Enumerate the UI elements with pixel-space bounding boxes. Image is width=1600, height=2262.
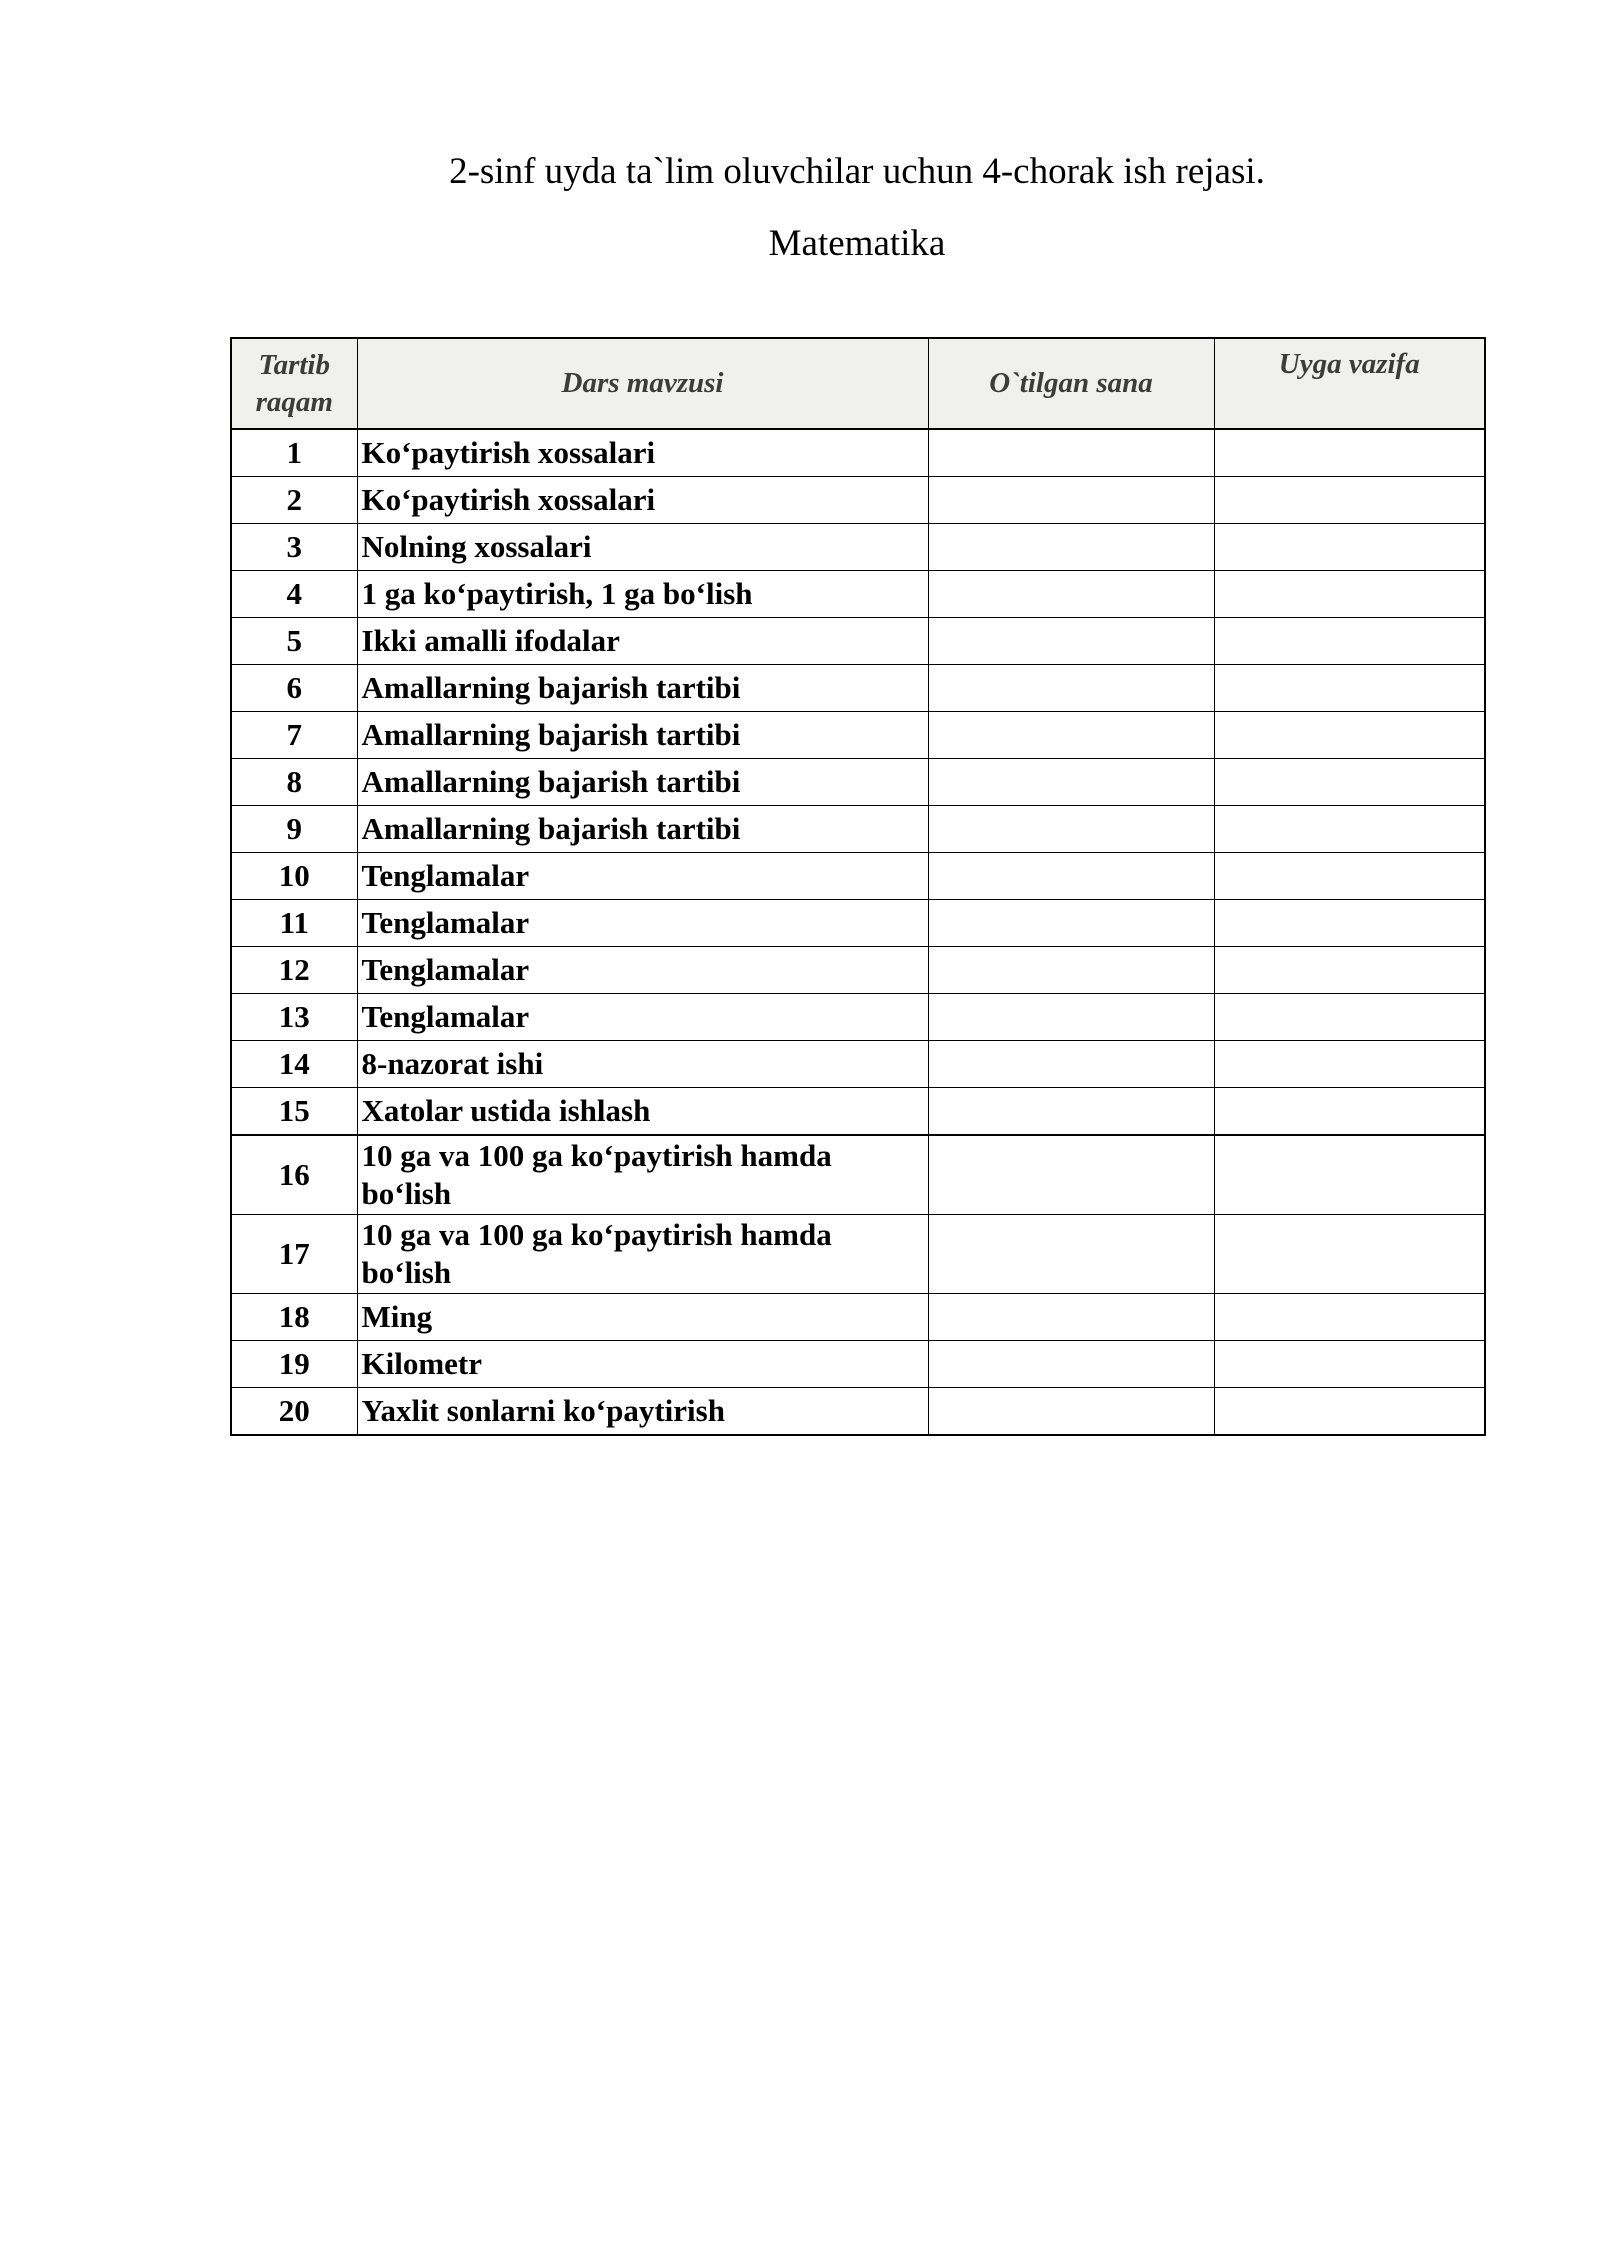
lesson-topic-cell: 8-nazorat ishi	[357, 1041, 928, 1088]
uyga-vazifa-cell	[1214, 1341, 1485, 1388]
lesson-topic-cell: Ko‘paytirish xossalari	[357, 477, 928, 524]
otilgan-sana-cell	[928, 1135, 1214, 1215]
otilgan-sana-cell	[928, 1215, 1214, 1294]
row-number-cell: 1	[231, 429, 357, 477]
uyga-vazifa-cell	[1214, 571, 1485, 618]
otilgan-sana-cell	[928, 994, 1214, 1041]
row-number-cell: 6	[231, 665, 357, 712]
lesson-topic-cell: Amallarning bajarish tartibi	[357, 759, 928, 806]
column-header-uyga-vazifa: Uyga vazifa	[1214, 338, 1485, 429]
column-header-tartib-raqam: Tartib raqam	[231, 338, 357, 429]
row-number-cell: 2	[231, 477, 357, 524]
row-number-cell: 9	[231, 806, 357, 853]
table-row	[231, 1041, 1485, 1088]
row-number-cell: 3	[231, 524, 357, 571]
row-number-cell: 12	[231, 947, 357, 994]
row-number-cell: 19	[231, 1341, 357, 1388]
otilgan-sana-cell	[928, 1041, 1214, 1088]
uyga-vazifa-cell	[1214, 1294, 1485, 1341]
lesson-topic-cell: Tenglamalar	[357, 853, 928, 900]
table-row	[231, 947, 1485, 994]
lesson-topic-cell: Yaxlit sonlarni ko‘paytirish	[357, 1388, 928, 1436]
otilgan-sana-cell	[928, 571, 1214, 618]
lesson-topic-cell: Nolning xossalari	[357, 524, 928, 571]
table-row	[231, 806, 1485, 853]
table-row	[231, 1294, 1485, 1341]
row-number-cell: 10	[231, 853, 357, 900]
table-row	[231, 1135, 1485, 1215]
table-row	[231, 618, 1485, 665]
uyga-vazifa-cell	[1214, 1388, 1485, 1436]
lesson-topic-cell: Amallarning bajarish tartibi	[357, 665, 928, 712]
otilgan-sana-cell	[928, 1388, 1214, 1436]
uyga-vazifa-cell	[1214, 759, 1485, 806]
lesson-topic-cell: 10 ga va 100 ga ko‘paytirish hamda bo‘lish	[357, 1135, 928, 1215]
otilgan-sana-cell	[928, 1088, 1214, 1136]
otilgan-sana-cell	[928, 665, 1214, 712]
row-number-cell: 7	[231, 712, 357, 759]
uyga-vazifa-cell	[1214, 806, 1485, 853]
table-row	[231, 853, 1485, 900]
table-row	[231, 759, 1485, 806]
row-number-cell: 4	[231, 571, 357, 618]
table-row	[231, 477, 1485, 524]
column-header-dars-mavzusi: Dars mavzusi	[357, 338, 928, 429]
lesson-topic-cell: Tenglamalar	[357, 947, 928, 994]
table-row	[231, 900, 1485, 947]
column-header-otilgan-sana: O`tilgan sana	[928, 338, 1214, 429]
uyga-vazifa-cell	[1214, 1135, 1485, 1215]
uyga-vazifa-cell	[1214, 477, 1485, 524]
row-number-cell: 13	[231, 994, 357, 1041]
otilgan-sana-cell	[928, 712, 1214, 759]
row-number-cell: 11	[231, 900, 357, 947]
otilgan-sana-cell	[928, 900, 1214, 947]
table-row	[231, 1388, 1485, 1436]
row-number-cell: 5	[231, 618, 357, 665]
uyga-vazifa-cell	[1214, 1215, 1485, 1294]
lesson-plan-table	[230, 337, 1486, 1436]
row-number-cell: 16	[231, 1135, 357, 1215]
row-number-cell: 15	[231, 1088, 357, 1136]
table-row	[231, 429, 1485, 477]
table-row	[231, 1088, 1485, 1136]
uyga-vazifa-cell	[1214, 900, 1485, 947]
row-number-cell: 20	[231, 1388, 357, 1436]
lesson-topic-cell: 10 ga va 100 ga ko‘paytirish hamda bo‘lish	[357, 1215, 928, 1294]
table-row	[231, 571, 1485, 618]
uyga-vazifa-cell	[1214, 1041, 1485, 1088]
lesson-topic-cell: Ko‘paytirish xossalari	[357, 429, 928, 477]
table-row	[231, 994, 1485, 1041]
row-number-cell: 18	[231, 1294, 357, 1341]
row-number-cell: 14	[231, 1041, 357, 1088]
lesson-topic-cell: Ming	[357, 1294, 928, 1341]
uyga-vazifa-cell	[1214, 618, 1485, 665]
otilgan-sana-cell	[928, 853, 1214, 900]
otilgan-sana-cell	[928, 947, 1214, 994]
uyga-vazifa-cell	[1214, 994, 1485, 1041]
lesson-topic-cell: Amallarning bajarish tartibi	[357, 806, 928, 853]
table-row	[231, 712, 1485, 759]
otilgan-sana-cell	[928, 618, 1214, 665]
row-number-cell: 8	[231, 759, 357, 806]
uyga-vazifa-cell	[1214, 524, 1485, 571]
table-row	[231, 524, 1485, 571]
table-row	[231, 665, 1485, 712]
table-row	[231, 1341, 1485, 1388]
otilgan-sana-cell	[928, 1341, 1214, 1388]
row-number-cell: 17	[231, 1215, 357, 1294]
lesson-topic-cell: Tenglamalar	[357, 994, 928, 1041]
lesson-topic-cell: 1 ga ko‘paytirish, 1 ga bo‘lish	[357, 571, 928, 618]
lesson-topic-cell: Ikki amalli ifodalar	[357, 618, 928, 665]
otilgan-sana-cell	[928, 524, 1214, 571]
otilgan-sana-cell	[928, 1294, 1214, 1341]
table-header-row	[231, 338, 1485, 429]
uyga-vazifa-cell	[1214, 712, 1485, 759]
otilgan-sana-cell	[928, 806, 1214, 853]
uyga-vazifa-cell	[1214, 947, 1485, 994]
lesson-topic-cell: Tenglamalar	[357, 900, 928, 947]
table-body	[231, 429, 1485, 1435]
lesson-topic-cell: Kilometr	[357, 1341, 928, 1388]
otilgan-sana-cell	[928, 759, 1214, 806]
table-row	[231, 1215, 1485, 1294]
lesson-topic-cell: Amallarning bajarish tartibi	[357, 712, 928, 759]
document-subtitle: Matematika	[768, 223, 946, 264]
otilgan-sana-cell	[928, 477, 1214, 524]
uyga-vazifa-cell	[1214, 1088, 1485, 1136]
uyga-vazifa-cell	[1214, 665, 1485, 712]
uyga-vazifa-cell	[1214, 853, 1485, 900]
lesson-topic-cell: Xatolar ustida ishlash	[357, 1088, 928, 1136]
uyga-vazifa-cell	[1214, 429, 1485, 477]
document-title: 2-sinf uyda ta`lim oluvchilar uchun 4-chorak ish rejasi.	[449, 151, 1265, 192]
otilgan-sana-cell	[928, 429, 1214, 477]
